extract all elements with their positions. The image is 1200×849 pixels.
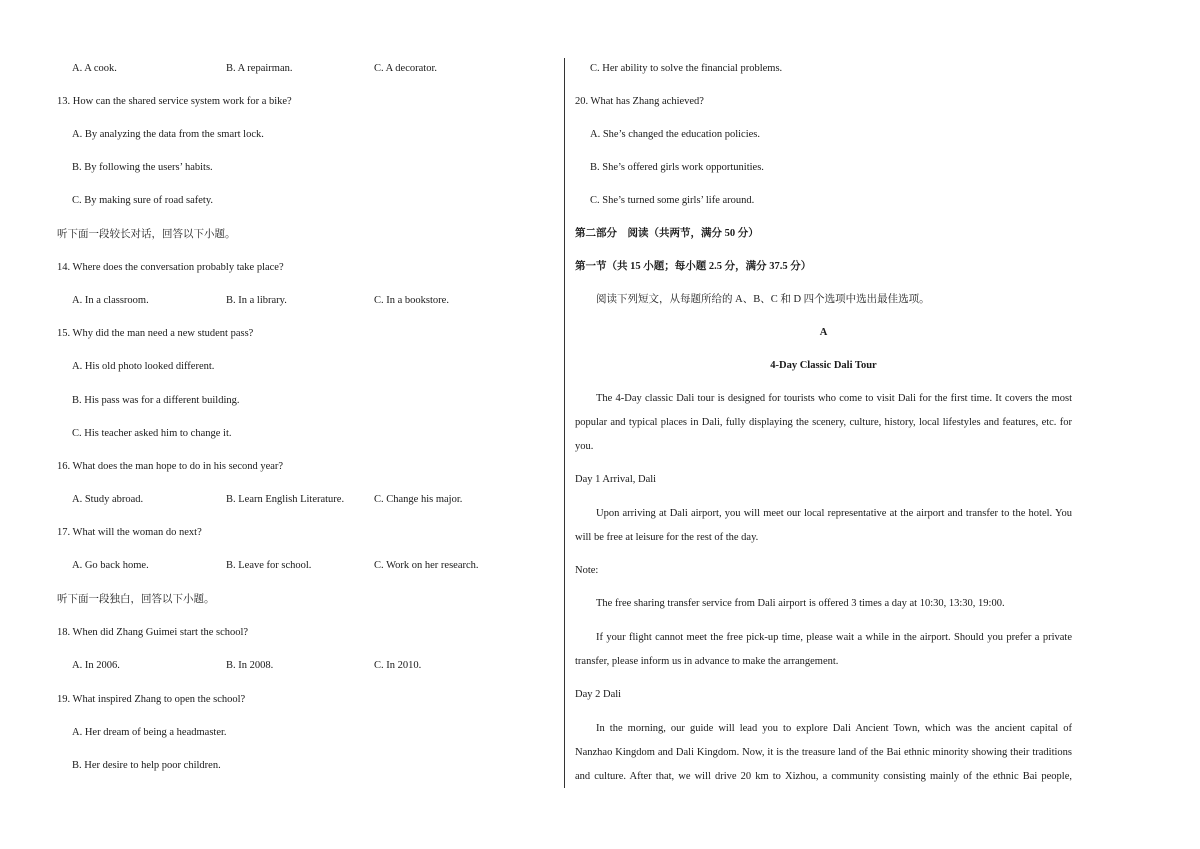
- q20-option-a: A. She’s changed the education policies.: [590, 129, 760, 140]
- instruction-long-dialogue: 听下面一段较长对话，回答以下小题。: [57, 229, 236, 240]
- q13-option-a: A. By analyzing the data from the smart lock.: [72, 129, 264, 140]
- paragraph-1-line-2: popular and typical places in Dali, fully displaying the scenery, culture, history, local lifestyles and features, etc. for: [575, 417, 1072, 428]
- q16-option-a: A. Study abroad.: [72, 494, 144, 505]
- reading-instruction: 阅读下列短文，从每题所给的 A、B、C 和 D 四个选项中选出最佳选项。: [596, 294, 930, 305]
- paragraph-5-line-2: Nanzhao Kingdom and Dali Kingdom. Now, it is the treasure land of the Bai ethnic minority showing their traditions: [575, 747, 1072, 758]
- note-label: Note:: [575, 565, 599, 576]
- q16-question: 16. What does the man hope to do in his second year?: [57, 461, 284, 472]
- q19-option-c: C. Her ability to solve the financial problems.: [590, 63, 783, 74]
- day2-heading: Day 2 Dali: [575, 689, 622, 700]
- paragraph-4-line-2: transfer, please inform us in advance to make the arrangement.: [575, 656, 839, 667]
- q17-option-a: A. Go back home.: [72, 560, 149, 571]
- passage-letter: A: [819, 327, 828, 338]
- q19-option-b: B. Her desire to help poor children.: [72, 760, 221, 771]
- q20-option-b: B. She’s offered girls work opportunities.: [590, 162, 764, 173]
- paragraph-4-line-1: If your flight cannot meet the free pick-up time, please wait a while in the airport. Should you prefer a private: [596, 632, 1072, 643]
- paragraph-3: The free sharing transfer service from Dali airport is offered 3 times a day at 10:30, 13:30, 19:00.: [596, 598, 1005, 609]
- paragraph-2-line-2: will be free at leisure for the rest of the day.: [575, 532, 759, 543]
- q12-option-b: B. A repairman.: [226, 63, 293, 74]
- q19-question: 19. What inspired Zhang to open the school?: [57, 694, 246, 705]
- q15-option-a: A. His old photo looked different.: [72, 361, 215, 372]
- instruction-monologue: 听下面一段独白，回答以下小题。: [57, 594, 215, 605]
- q14-option-c: C. In a bookstore.: [374, 295, 449, 306]
- q18-option-c: C. In 2010.: [374, 660, 422, 671]
- q20-option-c: C. She’s turned some girls’ life around.: [590, 195, 755, 206]
- paragraph-5-line-3: and culture. After that, we will drive 20 km to Xizhou, a community consisting mainly of the ethnic Bai people,: [575, 771, 1072, 782]
- paragraph-2-line-1: Upon arriving at Dali airport, you will meet our local representative at the airport and transfer to the hotel. You: [596, 508, 1072, 519]
- q18-option-a: A. In 2006.: [72, 660, 120, 671]
- q14-option-b: B. In a library.: [226, 295, 287, 306]
- q15-question: 15. Why did the man need a new student pass?: [57, 328, 254, 339]
- q15-option-b: B. His pass was for a different building.: [72, 395, 240, 406]
- q12-option-a: A. A cook.: [72, 63, 117, 74]
- q13-option-c: C. By making sure of road safety.: [72, 195, 214, 206]
- q15-option-c: C. His teacher asked him to change it.: [72, 428, 232, 439]
- part2-heading: 第二部分 阅读（共两节，满分 50 分）: [575, 228, 759, 239]
- passage-title: 4-Day Classic Dali Tour: [770, 360, 877, 371]
- q17-option-b: B. Leave for school.: [226, 560, 312, 571]
- paragraph-1-line-1: The 4-Day classic Dali tour is designed for tourists who come to visit Dali for the first time. It covers the most: [596, 393, 1072, 404]
- day1-heading: Day 1 Arrival, Dali: [575, 474, 657, 485]
- paragraph-1-line-3: you.: [575, 441, 594, 452]
- q13-question: 13. How can the shared service system work for a bike?: [57, 96, 292, 107]
- q20-question: 20. What has Zhang achieved?: [575, 96, 704, 107]
- q18-option-b: B. In 2008.: [226, 660, 274, 671]
- paragraph-5-line-1: In the morning, our guide will lead you to explore Dali Ancient Town, which was the ancient capital of: [596, 723, 1072, 734]
- section1-heading: 第一节（共 15 小题；每小题 2.5 分，满分 37.5 分）: [575, 261, 812, 272]
- q16-option-b: B. Learn English Literature.: [226, 494, 345, 505]
- q18-question: 18. When did Zhang Guimei start the school?: [57, 627, 249, 638]
- q12-option-c: C. A decorator.: [374, 63, 437, 74]
- q19-option-a: A. Her dream of being a headmaster.: [72, 727, 227, 738]
- q16-option-c: C. Change his major.: [374, 494, 463, 505]
- q17-option-c: C. Work on her research.: [374, 560, 479, 571]
- q14-option-a: A. In a classroom.: [72, 295, 149, 306]
- column-divider: [564, 58, 565, 788]
- q13-option-b: B. By following the users’ habits.: [72, 162, 213, 173]
- q17-question: 17. What will the woman do next?: [57, 527, 202, 538]
- q14-question: 14. Where does the conversation probably take place?: [57, 262, 284, 273]
